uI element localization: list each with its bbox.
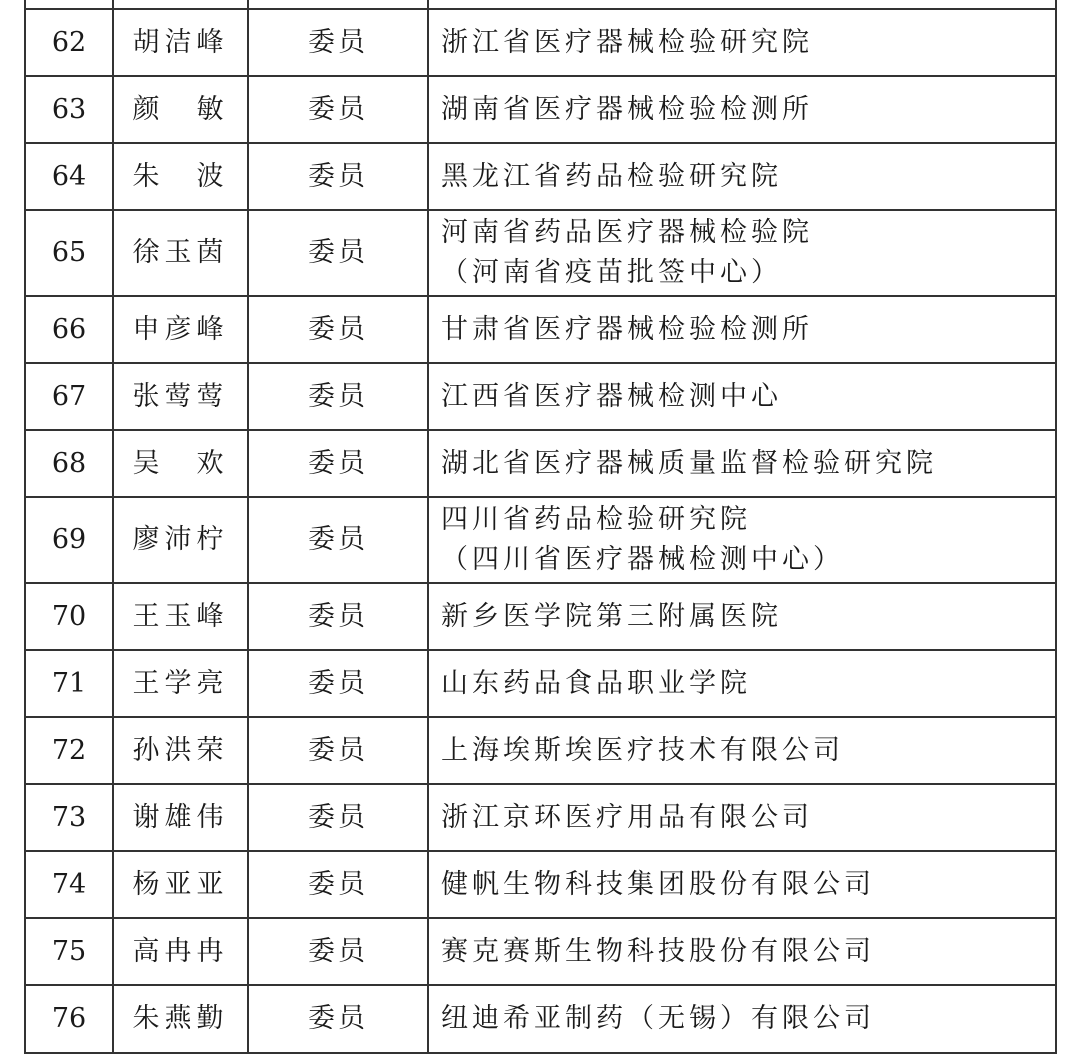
row-number: 67 xyxy=(25,363,113,430)
member-organization xyxy=(428,717,1056,784)
table-row xyxy=(25,583,1056,650)
organization-line: （四川省医疗器械检测中心） xyxy=(441,544,844,575)
member-role: 委员 xyxy=(248,9,428,76)
table-row-partial-top xyxy=(25,0,1056,9)
row-number: 65 xyxy=(25,210,113,296)
member-name: 吴 欢 xyxy=(113,430,248,497)
table-row xyxy=(25,650,1056,717)
member-name: 谢雄伟 xyxy=(113,784,248,851)
table-row xyxy=(25,851,1056,918)
table-row xyxy=(25,210,1056,296)
row-number: 76 xyxy=(25,985,113,1053)
row-number: 74 xyxy=(25,851,113,918)
organization-line: （河南省疫苗批签中心） xyxy=(441,257,782,288)
member-role: 委员 xyxy=(248,210,428,296)
member-role: 委员 xyxy=(248,76,428,143)
row-number: 73 xyxy=(25,784,113,851)
organization-line: 江西省医疗器械检测中心 xyxy=(441,380,782,412)
member-organization xyxy=(428,784,1056,851)
row-number: 62 xyxy=(25,9,113,76)
table-row xyxy=(25,143,1056,210)
organization-line: 新乡医学院第三附属医院 xyxy=(441,600,782,632)
member-organization xyxy=(428,650,1056,717)
table-row xyxy=(25,497,1056,583)
member-name: 杨亚亚 xyxy=(113,851,248,918)
member-organization xyxy=(428,76,1056,143)
member-role: 委员 xyxy=(248,851,428,918)
table-row xyxy=(25,296,1056,363)
member-name: 胡洁峰 xyxy=(113,9,248,76)
member-organization xyxy=(428,296,1056,363)
member-role: 委员 xyxy=(248,918,428,985)
member-organization xyxy=(428,985,1056,1053)
organization-line: 上海埃斯埃医疗技术有限公司 xyxy=(441,734,844,766)
member-name: 徐玉茵 xyxy=(113,210,248,296)
member-organization xyxy=(428,583,1056,650)
row-number: 70 xyxy=(25,583,113,650)
member-name: 高冉冉 xyxy=(113,918,248,985)
member-role: 委员 xyxy=(248,985,428,1053)
row-number: 69 xyxy=(25,497,113,583)
member-organization xyxy=(428,9,1056,76)
row-number: 68 xyxy=(25,430,113,497)
member-organization xyxy=(428,497,1056,583)
table-row xyxy=(25,430,1056,497)
member-organization xyxy=(428,210,1056,296)
table-row xyxy=(25,9,1056,76)
member-name: 孙洪荣 xyxy=(113,717,248,784)
organization-line: 甘肃省医疗器械检验检测所 xyxy=(441,313,813,345)
member-name: 廖沛柠 xyxy=(113,497,248,583)
organization-line: 山东药品食品职业学院 xyxy=(441,667,751,699)
member-organization xyxy=(428,918,1056,985)
organization-line: 四川省药品检验研究院 xyxy=(441,504,751,535)
member-name: 朱燕勤 xyxy=(113,985,248,1053)
member-organization xyxy=(428,430,1056,497)
row-number: 64 xyxy=(25,143,113,210)
organization-line: 浙江省医疗器械检验研究院 xyxy=(441,26,813,58)
organization-line: 河南省药品医疗器械检验院 xyxy=(441,217,813,248)
row-number: 72 xyxy=(25,717,113,784)
row-number: 75 xyxy=(25,918,113,985)
member-role: 委员 xyxy=(248,717,428,784)
table-row xyxy=(25,76,1056,143)
organization-line: 黑龙江省药品检验研究院 xyxy=(441,160,782,192)
member-role: 委员 xyxy=(248,296,428,363)
member-role: 委员 xyxy=(248,430,428,497)
table-row xyxy=(25,717,1056,784)
organization-line: 湖南省医疗器械检验检测所 xyxy=(441,93,813,125)
member-role: 委员 xyxy=(248,497,428,583)
organization-line: 赛克赛斯生物科技股份有限公司 xyxy=(441,935,875,967)
table-row xyxy=(25,363,1056,430)
table-row xyxy=(25,784,1056,851)
member-name: 王玉峰 xyxy=(113,583,248,650)
member-role: 委员 xyxy=(248,650,428,717)
organization-line: 健帆生物科技集团股份有限公司 xyxy=(441,868,875,900)
member-name: 朱 波 xyxy=(113,143,248,210)
member-name: 王学亮 xyxy=(113,650,248,717)
row-number: 66 xyxy=(25,296,113,363)
member-name: 申彦峰 xyxy=(113,296,248,363)
organization-line: 纽迪希亚制药（无锡）有限公司 xyxy=(441,1003,875,1034)
member-organization xyxy=(428,851,1056,918)
table-row xyxy=(25,918,1056,985)
member-organization xyxy=(428,363,1056,430)
member-name: 张莺莺 xyxy=(113,363,248,430)
table-row xyxy=(25,985,1056,1053)
member-role: 委员 xyxy=(248,143,428,210)
member-role: 委员 xyxy=(248,784,428,851)
organization-line: 浙江京环医疗用品有限公司 xyxy=(441,801,813,833)
row-number: 71 xyxy=(25,650,113,717)
row-number: 63 xyxy=(25,76,113,143)
organization-line: 湖北省医疗器械质量监督检验研究院 xyxy=(441,447,937,479)
committee-members-table xyxy=(24,0,1057,1054)
member-role: 委员 xyxy=(248,583,428,650)
member-role: 委员 xyxy=(248,363,428,430)
member-organization xyxy=(428,143,1056,210)
member-name: 颜 敏 xyxy=(113,76,248,143)
